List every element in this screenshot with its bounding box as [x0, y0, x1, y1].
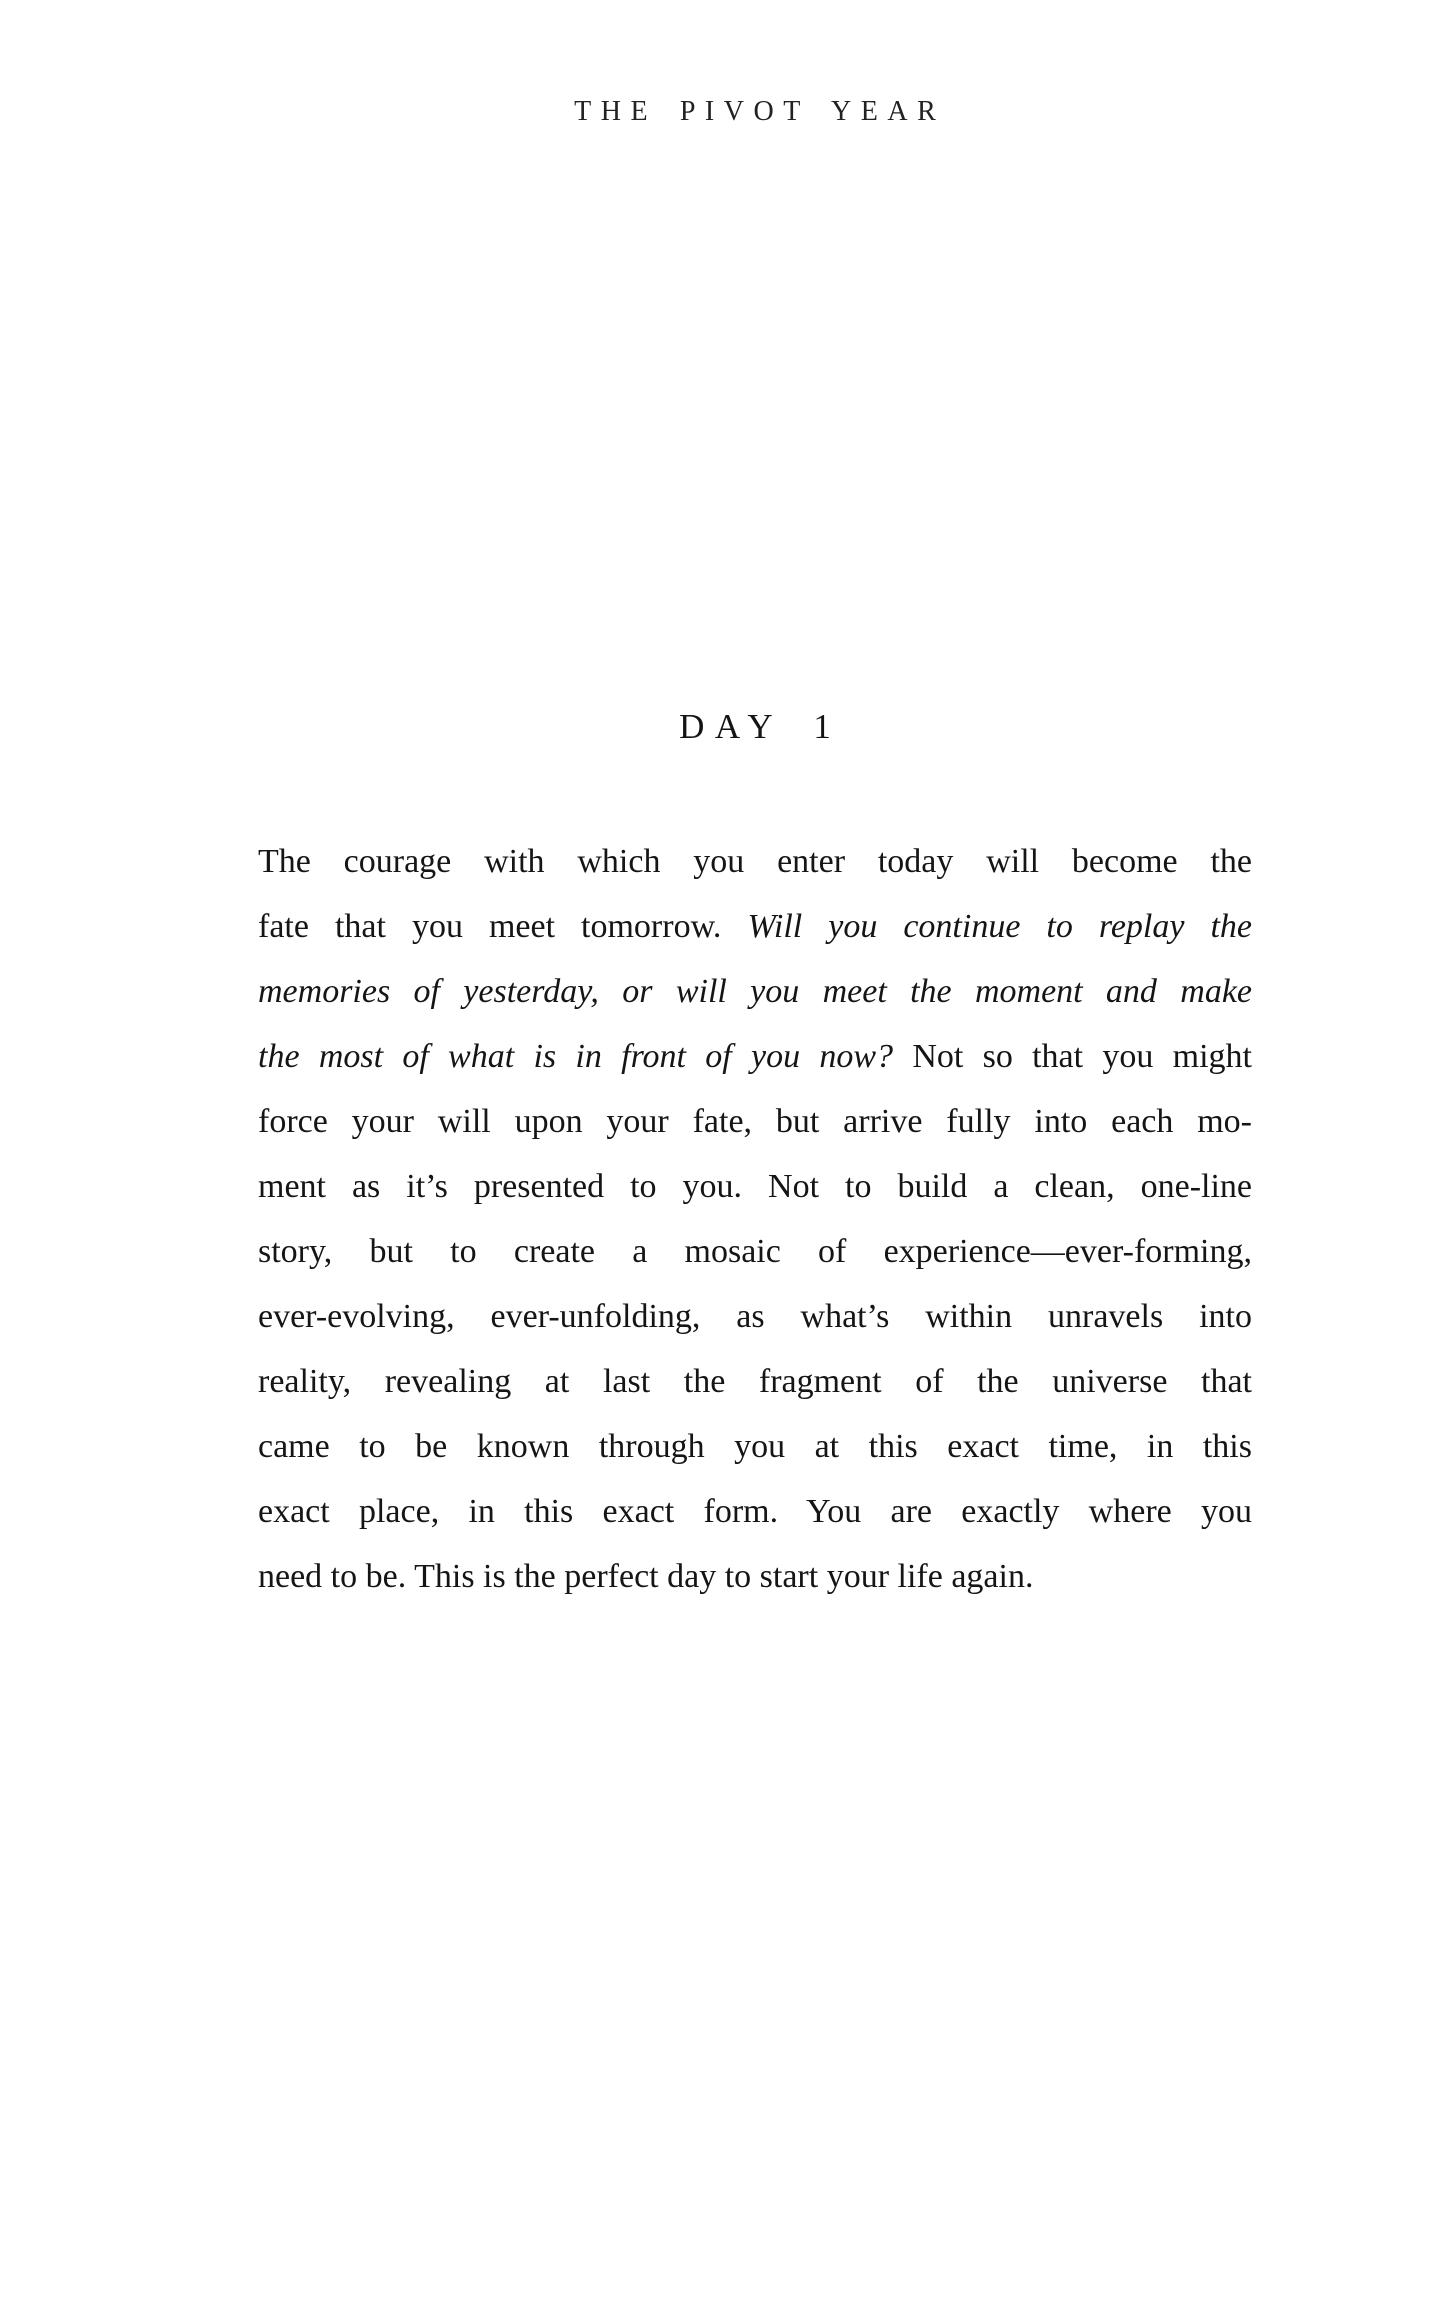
paragraph-line	[258, 829, 1252, 894]
paragraph-segment: reality, revealing at last the fragment of the universe that	[258, 1363, 1252, 1400]
body-paragraph	[258, 829, 1252, 1609]
paragraph-segment: ment as it’s presented to you. Not to build a clean, one-line	[258, 1168, 1252, 1205]
paragraph-segment: came to be known through you at this exact time, in this	[258, 1428, 1252, 1465]
paragraph-segment: Not so that you might	[893, 1038, 1252, 1075]
paragraph-line	[258, 959, 1252, 1024]
paragraph-segment: fate that you meet tomorrow.	[258, 908, 748, 945]
paragraph-segment: ever-evolving, ever-unfolding, as what’s within unravels into	[258, 1298, 1252, 1335]
paragraph-segment-italic: the most of what is in front of you now?	[258, 1038, 894, 1075]
paragraph-segment: exact place, in this exact form. You are exactly where you	[258, 1493, 1252, 1530]
running-header: THE PIVOT YEAR	[574, 96, 946, 127]
paragraph-line	[258, 1154, 1252, 1219]
paragraph-line	[258, 1479, 1252, 1544]
paragraph-line	[258, 1219, 1252, 1284]
paragraph-line	[258, 1089, 1252, 1154]
paragraph-segment: The courage with which you enter today will become the	[258, 843, 1252, 880]
paragraph-line	[258, 1414, 1252, 1479]
paragraph-segment-italic: Will you continue to replay the	[747, 908, 1253, 945]
paragraph-line	[258, 1284, 1252, 1349]
paragraph-segment: need to be. This is the perfect day to start your life again.	[258, 1558, 1034, 1595]
paragraph-line	[258, 894, 1252, 959]
paragraph-segment: story, but to create a mosaic of experience—ever-forming,	[258, 1233, 1252, 1270]
day-heading: DAY 1	[679, 707, 842, 746]
paragraph-line	[258, 1544, 1252, 1609]
paragraph-segment-italic: memories of yesterday, or will you meet the moment and make	[258, 973, 1252, 1010]
paragraph-segment: force your will upon your fate, but arrive fully into each mo-	[258, 1103, 1252, 1140]
paragraph-line	[258, 1349, 1252, 1414]
paragraph-line	[258, 1024, 1252, 1089]
